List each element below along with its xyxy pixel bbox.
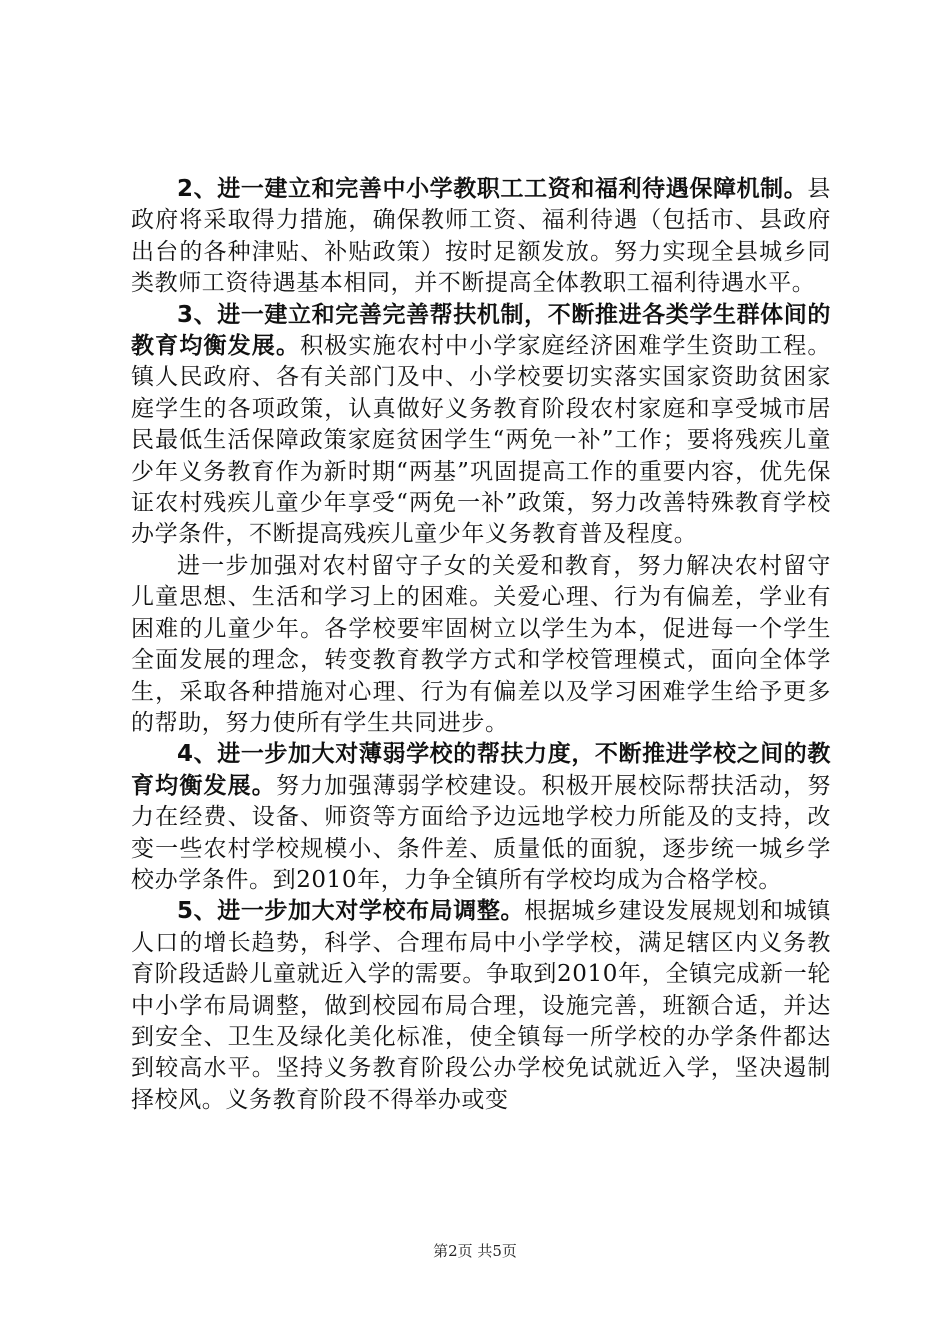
paragraph-heading: 2、进一建立和完善中小学教职工工资和福利待遇保障机制。 (177, 176, 808, 202)
paragraph-text: 进一步加强对农村留守子女的关爱和教育，努力解决农村留守儿童思想、生活和学习上的困难。关爱心理、行为有偏差，学业有困难的儿童少年。各学校要牢固树立以学生为本，促进每一个学生全面发展的理念，转变教育教学方式和学校管理模式，面向全体学生，采取各种措施对心理、行为有偏差以及学习困难学生给予更多的帮助，努力使所有学生共同进步。 (131, 552, 831, 736)
paragraph-heading: 4、进一步加大对薄弱学校的帮扶力度，不断推进学校之间的教育均衡发展。 (131, 741, 831, 799)
paragraph-text: 努力加强薄弱学校建设。积极开展校际帮扶活动，努力在经费、设备、师资等方面给予边远地学校力所能及的支持，改变一些农村学校规模小、条件差、质量低的面貌，逐步统一城乡学校办学条件。到2010年，力争全镇所有学校均成为合格学校。 (131, 772, 831, 893)
paragraph-text: 根据城乡建设发展规划和城镇人口的增长趋势，科学、合理布局中小学学校，满足辖区内义务教育阶段适龄儿童就近入学的需要。争取到2010年，全镇完成新一轮中小学布局调整，做到校园布局合理，设施完善，班额合适，并达到安全、卫生及绿化美化标准，使全镇每一所学校的办学条件都达到较高水平。坚持义务教育阶段公办学校免试就近入学，坚决遏制择校风。义务教育阶段不得举办或变 (131, 898, 831, 1113)
paragraph-heading: 5、进一步加大对学校布局调整。 (177, 898, 525, 925)
paragraph-text: 县政府将采取得力措施，确保教师工资、福利待遇（包括市、县政府出台的各种津贴、补贴政策）按时足额发放。努力实现全县城乡同类教师工资待遇基本相同，并不断提高全体教职工福利待遇水平。 (131, 176, 831, 297)
paragraph-item-4 (131, 739, 831, 896)
paragraph-item-2 (131, 174, 831, 300)
paragraph-left-behind-children (131, 551, 831, 739)
paragraph-text: 积极实施农村中小学家庭经济困难学生资助工程。镇人民政府、各有关部门及中、小学校要切实落实国家资助贫困家庭学生的各项政策，认真做好义务教育阶段农村家庭和享受城市居民最低生活保障政策家庭贫困学生“两免一补”工作；要将残疾儿童少年义务教育作为新时期“两基”巩固提高工作的重要内容，优先保证农村残疾儿童少年享受“两免一补”政策，努力改善特殊教育学校办学条件，不断提高残疾儿童少年义务教育普及程度。 (131, 333, 832, 548)
page-number-footer: 第2页 共5页 (433, 1242, 517, 1260)
paragraph-heading: 3、进一建立和完善完善帮扶机制，不断推进各类学生群体间的教育均衡发展。 (131, 301, 831, 360)
paragraph-item-5 (131, 896, 831, 1116)
document-body (131, 174, 831, 1116)
paragraph-item-3 (131, 300, 831, 551)
